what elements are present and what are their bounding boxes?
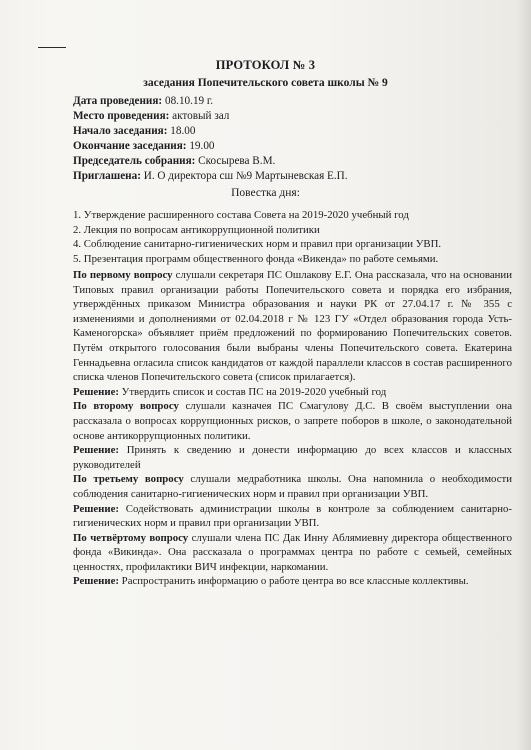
- question-1-paragraph: [73, 268, 512, 385]
- meta-row-place: [73, 109, 513, 124]
- question-4-lead: По четвёртому вопросу: [73, 531, 189, 544]
- meta-value: актовый зал: [169, 110, 230, 122]
- meta-label: Окончание заседания:: [73, 140, 187, 152]
- agenda-item: 2. Лекция по вопросам антикоррупционной политики: [73, 223, 320, 236]
- meta-label: Председатель собрания:: [73, 155, 196, 167]
- agenda-list: [73, 208, 513, 266]
- question-4-text: слушали члена ПС Дак Инну Аблямиевну директора общественного фонда «Викинда». Она рассказала о программах центра по работе с семьей, семейных ценностях, профилактики ВИЧ инфекции, наркомании.: [73, 531, 512, 573]
- minutes-body: [73, 268, 512, 589]
- question-2-paragraph: [73, 399, 512, 443]
- meta-value: 18.00: [167, 125, 196, 137]
- meta-label: Дата проведения:: [73, 95, 163, 107]
- agenda-item: 5. Презентация программ общественного фонда «Викенда» по работе семьями.: [73, 252, 439, 265]
- decision-3-text: Содействовать администрации школы в контроле за соблюдением санитарно-гигиенических норм и правил при организации УВП.: [73, 502, 512, 530]
- decision-4-text: Распространить информацию о работе центра во все классные коллективы.: [118, 575, 469, 588]
- agenda-heading: Повестка дня:: [231, 187, 300, 199]
- decision-2-text: Принять к сведению и донести информацию до всех классов и классных руководителей: [73, 444, 512, 471]
- meta-row-start: [73, 124, 513, 139]
- meta-row-invited: [73, 169, 513, 184]
- meta-label: Место проведения:: [73, 110, 170, 122]
- meeting-details: [73, 94, 513, 184]
- decision-4-lead: Решение:: [73, 575, 119, 588]
- decision-4-paragraph: [73, 574, 512, 589]
- meta-value: 08.10.19 г.: [162, 95, 214, 107]
- decision-1-text: Утвердить список и состав ПС на 2019-2020 учебный год: [118, 385, 387, 398]
- meta-value: И. О директора сш №9 Мартыневская Е.П.: [140, 170, 348, 182]
- question-2-lead: По второму вопросу: [73, 400, 179, 413]
- decision-1-lead: Решение:: [73, 385, 119, 398]
- meta-value: 19.00: [186, 140, 215, 152]
- meta-label: Приглашена:: [73, 170, 141, 182]
- decision-1-paragraph: [73, 385, 512, 400]
- decision-3-lead: Решение:: [73, 502, 119, 515]
- document-subtitle: заседания Попечительского совета школы № 9: [143, 77, 388, 89]
- question-3-text: слушали медработника школы. Она напомнила о необходимости соблюдения санитарно-гигиенических норм и правил при организации УВП.: [73, 473, 512, 500]
- agenda-item: 1. Утверждение расширенного состава Совета на 2019-2020 учебный год: [73, 209, 409, 221]
- question-2-text: слушали казначея ПС Смагулову Д.С. В своём выступлении она рассказала о вопросах коррупционных рисков, о запрете поборов в школе, о законодательной основе антикоррупционных политики.: [73, 400, 512, 442]
- meta-row-chair: [73, 154, 513, 169]
- document-title: ПРОТОКОЛ № 3: [215, 58, 316, 72]
- scan-mark: [38, 47, 66, 48]
- decision-2-paragraph: [73, 443, 512, 472]
- question-3-lead: По третьему вопросу: [73, 473, 184, 486]
- meta-value: Скосырева В.М.: [195, 155, 276, 167]
- question-3-paragraph: [73, 472, 512, 501]
- page-edge-shadow: [517, 0, 531, 750]
- decision-3-paragraph: [73, 502, 512, 531]
- question-1-lead: По первому вопросу: [73, 269, 173, 281]
- question-4-paragraph: [73, 531, 512, 575]
- meta-row-end: [73, 139, 513, 154]
- decision-2-lead: Решение:: [73, 444, 119, 457]
- meta-label: Начало заседания:: [73, 125, 168, 137]
- question-1-text: слушали секретаря ПС Ошлакову Е.Г. Она рассказала, что на основании Типовых правил организации работы Попечительского совета и порядка его избрания, утверждённых приказом Министра образования и науки РК от 27.04.17 г. № 355 с изменениями и дополнениями от 02.04.2018 г № 123 ГУ «Отдел образования города Усть- Каменогорска» объявляет приём предложений по формированию Попечительских советов. Путём открытого голосования были выбраны члены Попечительского совета. Екатерина Геннадьевна огласила список кандидатов от каждой параллели классов в состав расширенного списка членов Попечительского совета (список прилагается).: [73, 269, 512, 384]
- agenda-item: 4. Соблюдение санитарно-гигиенических норм и правил при организации УВП.: [73, 238, 442, 251]
- meta-row-date: [73, 94, 513, 109]
